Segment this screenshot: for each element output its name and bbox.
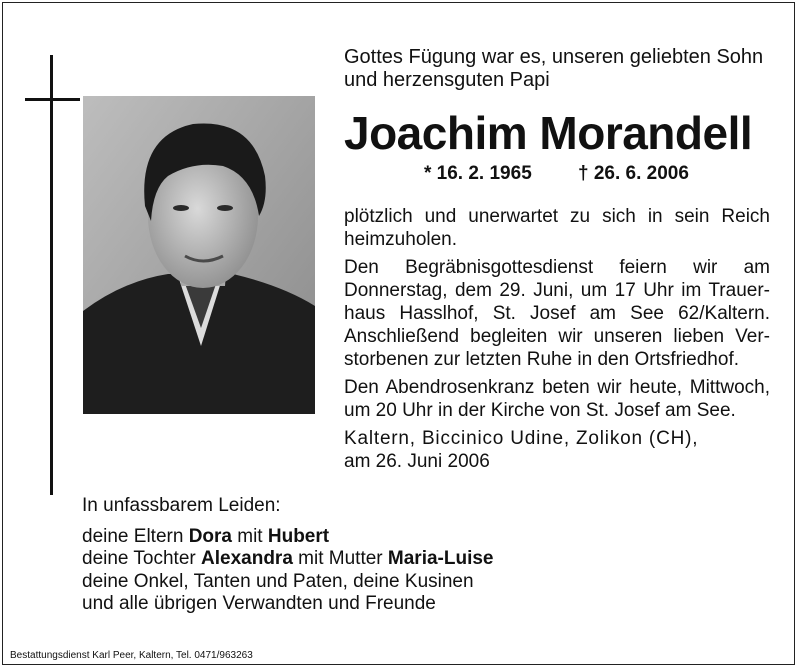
- mourner-line-friends: und alle übrigen Verwandten und Freunde: [82, 593, 436, 614]
- deceased-name: Joachim Morandell: [344, 107, 753, 159]
- portrait-photo: [83, 96, 315, 414]
- birth-date: * 16. 2. 1965: [424, 163, 532, 184]
- place-line: Kaltern, Biccinico Udine, Zolikon (CH),: [344, 428, 699, 449]
- mourner-text: mit: [231, 525, 268, 547]
- funeral-service-credit: Bestattungsdienst Karl Peer, Kaltern, Tel. 0471/963263: [10, 650, 253, 661]
- paragraph-funeral: Den Begräbnisgottesdienst feiern wir am Donnerstag, dem 29. Juni, um 17 Uhr im Trauerhaus Hasslhof, St. Josef am See 62/Kaltern. Anschließend begleiten wir unseren lieben Verstorbenen zur letzten Ruhe in den Ortsfriedhof.: [344, 257, 770, 370]
- intro-text: [344, 46, 774, 92]
- mourner-name: Dora: [188, 525, 232, 547]
- mourner-name: Maria-Luise: [387, 548, 494, 569]
- intro-line: und herzensguten Papi: [344, 69, 550, 91]
- mourner-line-daughter: [82, 548, 762, 571]
- mourner-line-parents: [82, 526, 762, 549]
- intro-line: Gottes Fügung war es, unseren geliebten Sohn: [344, 46, 764, 68]
- mourner-name: Hubert: [267, 525, 330, 547]
- notice-body: [344, 205, 770, 473]
- mourners-block: [82, 495, 762, 616]
- mourner-name: Alexandra: [201, 548, 293, 569]
- paragraph-intro: plötzlich und unerwartet zu sich in sein Reich heimzuholen.: [344, 206, 770, 250]
- paragraph-rosary: Den Abendrosenkranz beten wir heute, Mittwoch, um 20 Uhr in der Kirche von St. Josef am See.: [344, 377, 770, 421]
- place-date: [344, 427, 770, 473]
- date-line: am 26. Juni 2006: [344, 451, 490, 472]
- mourner-line-relatives: deine Onkel, Tanten und Paten, deine Kusinen: [82, 570, 474, 592]
- mourner-text: mit Mutter: [292, 548, 388, 569]
- mourning-label: In unfassbarem Leiden:: [82, 495, 281, 516]
- mourner-text: deine Tochter: [82, 548, 202, 569]
- mourner-text: deine Eltern: [82, 525, 189, 547]
- death-date: † 26. 6. 2006: [578, 163, 689, 184]
